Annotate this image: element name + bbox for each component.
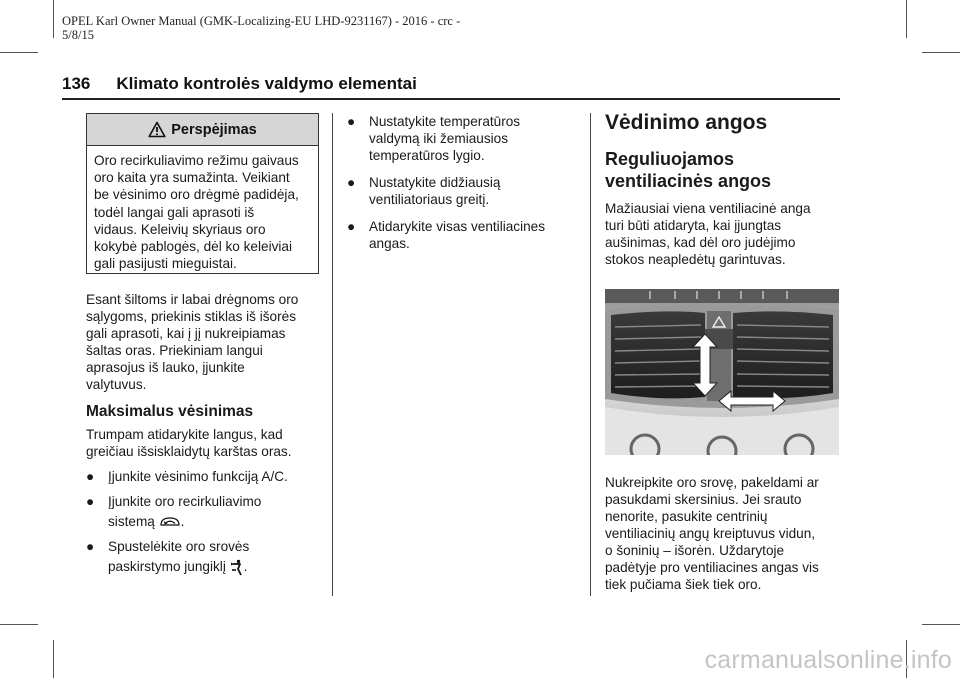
paragraph-line: o šoninių – išorėn. Uždarytoje xyxy=(605,543,785,558)
warning-line: todėl langai gali aprasoti iš xyxy=(94,204,255,220)
bullet-dot: ● xyxy=(347,219,356,234)
left-column xyxy=(86,291,326,576)
bullet-dot: ● xyxy=(86,469,95,484)
paragraph-line: padėtyje pro ventiliacines angas vis xyxy=(605,560,819,575)
humidity-paragraph xyxy=(86,291,326,393)
list-item xyxy=(347,174,582,208)
crop-mark xyxy=(922,624,960,625)
crop-mark xyxy=(922,52,960,53)
page-number: 136 xyxy=(62,74,91,93)
crop-mark xyxy=(53,0,54,38)
warning-title: Perspėjimas xyxy=(171,121,257,138)
paragraph-line: aprasojus iš lauko, įjunkite xyxy=(86,360,245,375)
column-divider xyxy=(332,113,333,596)
middle-column xyxy=(347,113,582,252)
paragraph-line: aušinimas, kad dėl oro judėjimo xyxy=(605,235,796,250)
vents-heading: Vėdinimo angos xyxy=(605,111,768,134)
bullet-line: paskirstymo jungiklį xyxy=(108,559,226,574)
heading-line: Reguliuojamos xyxy=(605,149,735,169)
bullet-line: valdymą iki žemiausios xyxy=(369,131,509,146)
paragraph-line: pasukdami skersinius. Jei srauto xyxy=(605,492,802,507)
bullet-dot: ● xyxy=(86,539,95,554)
warning-text xyxy=(87,146,318,272)
bullet-text xyxy=(108,493,326,530)
right-column-lower xyxy=(605,474,845,593)
max-cooling-heading: Maksimalus vėsinimas xyxy=(86,403,254,420)
paragraph-line: Nukreipkite oro srovę, pakeldami ar xyxy=(605,475,819,490)
bullet-text xyxy=(108,538,326,576)
paragraph-line: tiek pučiama šiek tiek oro. xyxy=(605,577,762,592)
air-distribution-icon xyxy=(230,559,244,576)
heading-rule xyxy=(62,98,840,100)
column-divider xyxy=(590,113,591,596)
list-item xyxy=(86,468,326,485)
bullet-line: sistemą xyxy=(108,514,155,529)
list-item xyxy=(347,218,582,252)
watermark: carmanualsonline.info xyxy=(704,646,952,674)
adjustable-vents-heading xyxy=(605,148,845,192)
warning-box xyxy=(86,113,319,274)
bullet-dot: ● xyxy=(347,175,356,190)
bullet-text xyxy=(369,218,582,252)
bullet-line: . xyxy=(180,514,185,529)
paragraph-line: gali aprasoti, kai į jį nukreipiamas xyxy=(86,326,286,341)
warning-line: gali pasijusti mieguistai. xyxy=(94,256,237,272)
warning-line: vidaus. Keleivių skyriaus oro xyxy=(94,221,266,237)
vent-illustration xyxy=(605,289,839,455)
crop-mark xyxy=(0,52,38,53)
bullet-line: temperatūros lygio. xyxy=(369,148,485,163)
warning-line: oro kaita yra sumažinta. Veikiant xyxy=(94,170,290,186)
paragraph-line: stokos neapledėtų garintuvas. xyxy=(605,252,786,267)
paragraph-line: nenorite, pasukite centrinių xyxy=(605,509,768,524)
paragraph-line: ventiliacinių angų kreiptuvus vidun, xyxy=(605,526,816,541)
paragraph-line: sąlygoms, priekinis stiklas iš išorės xyxy=(86,309,297,324)
bullet-text: Įjunkite vėsinimo funkciją A/C. xyxy=(108,469,288,484)
warning-line: kokybė pablogės, dėl ko keleiviai xyxy=(94,239,292,255)
paragraph-line: valytuvus. xyxy=(86,377,147,392)
recirculation-icon xyxy=(159,515,181,529)
paragraph-line: turi būti atidaryta, kai įjungtas xyxy=(605,218,782,233)
bullet-line: Nustatykite didžiausią xyxy=(369,175,501,190)
list-item xyxy=(86,493,326,530)
max-cooling-intro xyxy=(86,426,326,460)
paragraph-line: greičiau išsisklaidytų karštas oras. xyxy=(86,444,292,459)
warning-line: be vėsinimo oro drėgmė padidėja, xyxy=(94,187,299,203)
bullet-line: Įjunkite oro recirkuliavimo xyxy=(108,494,262,509)
bullet-dot: ● xyxy=(347,114,356,129)
warning-triangle-icon xyxy=(148,121,166,138)
list-item xyxy=(347,113,582,164)
right-column xyxy=(605,111,845,268)
paragraph-line: šaltas oras. Priekiniam langui xyxy=(86,343,263,358)
warning-header xyxy=(87,114,318,146)
heading-line: ventiliacinės angos xyxy=(605,171,772,191)
bullet-line: angas. xyxy=(369,236,410,251)
bullet-text xyxy=(369,174,582,208)
crop-mark xyxy=(0,624,38,625)
document-meta xyxy=(62,14,582,42)
bullet-line: Atidarykite visas ventiliacines xyxy=(369,219,546,234)
bullet-line: . xyxy=(243,559,248,574)
section-title: Klimato kontrolės valdymo elementai xyxy=(116,74,417,93)
paragraph-line: Esant šiltoms ir labai drėgnoms oro xyxy=(86,292,299,307)
bullet-dot: ● xyxy=(86,494,95,509)
bullet-line: Spustelėkite oro srovės xyxy=(108,539,250,554)
vents-intro xyxy=(605,200,845,268)
bullet-text xyxy=(369,113,582,164)
page-heading xyxy=(62,74,840,94)
meta-line: OPEL Karl Owner Manual (GMK-Localizing-EU LHD-9231167) - 2016 - crc - xyxy=(62,14,461,28)
paragraph-line: Trumpam atidarykite langus, kad xyxy=(86,427,283,442)
adjustable-vents-figure xyxy=(605,289,839,455)
bullet-line: Nustatykite temperatūros xyxy=(369,114,521,129)
meta-line: 5/8/15 xyxy=(62,28,94,42)
list-item xyxy=(86,538,326,576)
paragraph-line: Mažiausiai viena ventiliacinė anga xyxy=(605,201,811,216)
crop-mark xyxy=(53,640,54,678)
crop-mark xyxy=(906,0,907,38)
bullet-line: ventiliatoriaus greitį. xyxy=(369,192,490,207)
warning-line: Oro recirkuliavimo režimu gaivaus xyxy=(94,153,299,168)
